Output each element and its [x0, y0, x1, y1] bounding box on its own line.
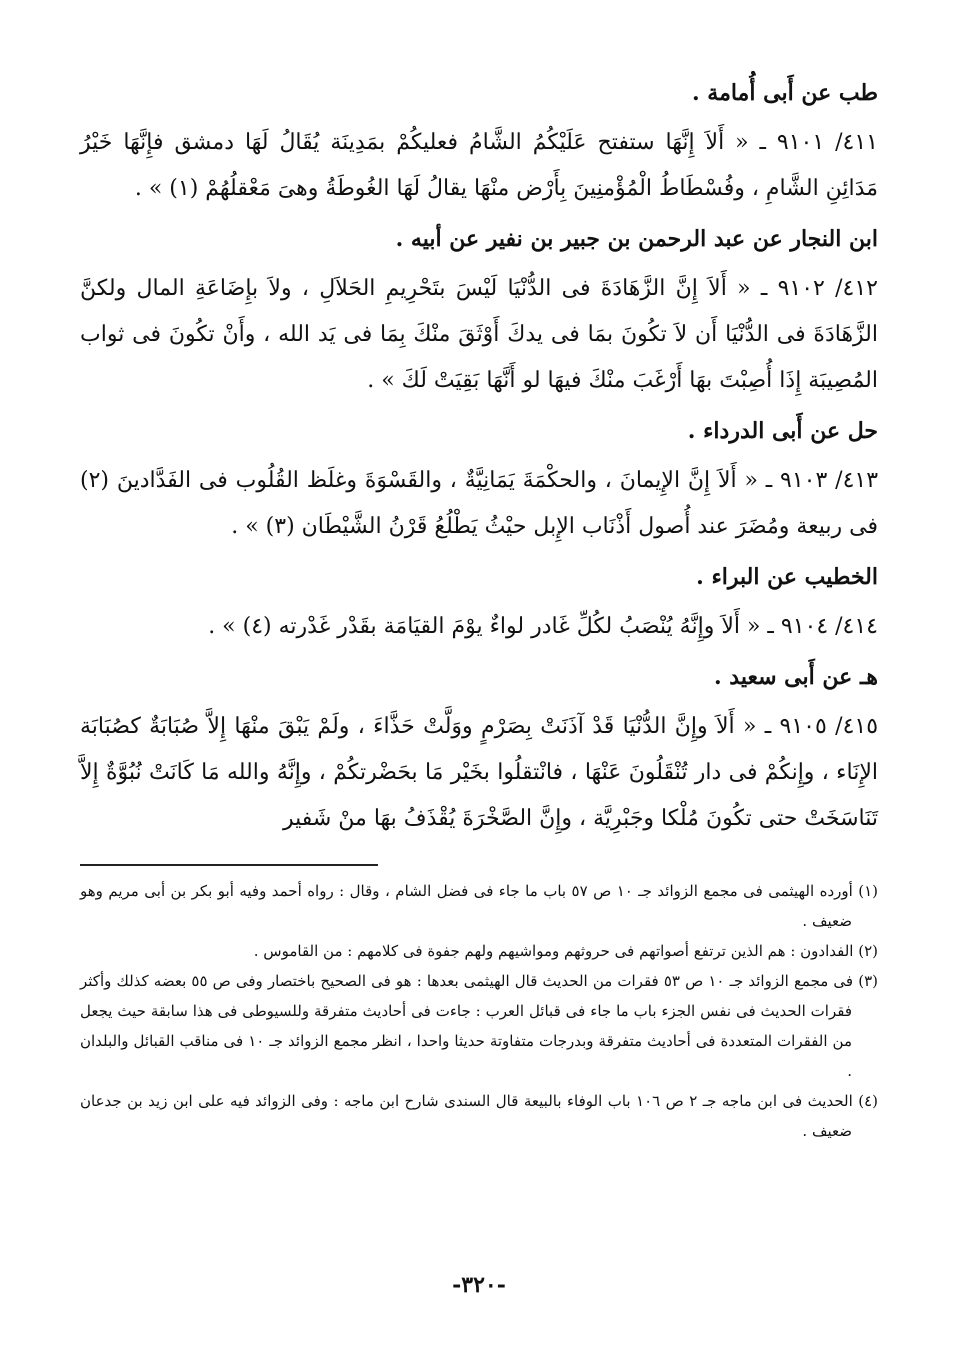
hadith-paragraph: ٤١٤/ ٩١٠٤ ـ « أَلاَ وإِنَّهُ يُنْصَبُ لكُلِّ غَادر لواءٌ يوْمَ القيَامَة بقَدْر غَدْرته (٤) » .	[208, 614, 878, 639]
page-number: -٣٢٠-	[452, 1272, 506, 1298]
source-line: ابن النجار عن عبد الرحمن بن جبير بن نفير عن أبيه .	[395, 226, 878, 252]
footnote: (٢) الفدادون : هم الذين ترتفع أصواتهم فى حروثهم ومواشيهم ولهم جفوة فى كلامهم : من القاموس .	[253, 942, 878, 960]
hadith-paragraph: ٤١٥/ ٩١٠٥ ـ « أَلاَ وإِنَّ الدُّنْيَا قَدْ آذَنَتْ بِصَرْمٍ ووَلَّتْ حَذَّاءَ ، ولَمْ يَبْقَ منْهَا إِلاَّ صُبَابَةٌ كصُبَابَة الإِنَاء ، وإِنكُمْ فى دار تُنْقَلُونَ عَنْهَا ، فانْتقلُوا بخَيْر مَا بحَضْرتكُمْ ، وإِنَّهُ والله مَا كَانَتْ نُبُوَّةٌ إِلاَّ تَنَاسَخَتْ حتى تكُونَ مُلْكا وجَبْرِيَّة ، وإِنَّ الصَّخْرَةَ يُقْذَفُ بهَا منْ شَفير	[80, 714, 879, 831]
footnote: (٣) فى مجمع الزوائد جـ ١٠ ص ٥٣ فقرات من الحديث قال الهيثمى بعدها : هو فى الصحيح باختصار وفى ص ٥٥ بعضه كذلك وأكثر فقرات الحديث فى نفس الجزء باب ما جاء فى قبائل العرب : جاءت فى أحاديث متفرقة وللسيوطى فى هذا سابقة حيث يجعل من الفقرات المتعددة فى أحاديث متفرقة وبدرجات متفاوتة حديثا واحدا ، انظر مجمع الزوائد جـ ١٠ فى مناقب القبائل والبلدان .	[80, 972, 878, 1080]
hadith-paragraph: ٤١١/ ٩١٠١ ـ « أَلاَ إِنَّهَا ستفتح عَلَيْكُمُ الشَّامُ فعليكُمْ بمَدِينَة يُقَالُ لَهَا دمشق فإِنَّهَا خَيْرُ مَدَائِنِ الشَّامِ ، وفُسْطَاطُ الْمُؤْمنِينَ بِأَرْض منْهَا يقالُ لَهَا الغُوطَةُ وهىَ مَعْقلُهُمْ (١) » .	[80, 130, 878, 201]
footnotes	[80, 876, 878, 1146]
source-line: حل عن أَبى الدرداء .	[687, 418, 878, 444]
main-text	[80, 70, 878, 842]
footnote: (١) أورده الهيثمى فى مجمع الزوائد جـ ١٠ ص ٥٧ باب ما جاء فى فضل الشام ، وقال : رواه أحمد وفيه أبو بكر بن أبى مريم وهو ضعيف .	[80, 882, 879, 930]
source-line: طب عن أَبى أُمامة .	[691, 80, 878, 106]
hadith-paragraph: ٤١٢/ ٩١٠٢ ـ « أَلاَ إِنَّ الزَّهَادَةَ فى الدُّنْيَا لَيْسَ بتَحْرِيمِ الحَلاَلِ ، ولاَ بإِضَاعَةِ المال ولكنَّ الزَّهَادَةَ فى الدُّنْيَا أَن لاَ تكُونَ بمَا فى يدكَ أَوْثَقَ منْكَ بِمَا فى يَد الله ، وأَنْ تكُونَ فى ثواب المُصِيبَة إِذَا أُصِبْتَ بهَا أَرْغَبَ منْكَ فيهَا لو أَنَّهَا بَقِيَتْ لَكَ » .	[80, 276, 878, 393]
footnote: (٤) الحديث فى ابن ماجه جـ ٢ ص ١٠٦ باب الوفاء بالبيعة قال السندى شارح ابن ماجه : وفى الزوائد فيه على ابن زيد بن جدعان ضعيف .	[80, 1092, 879, 1140]
hadith-paragraph: ٤١٣/ ٩١٠٣ ـ « أَلاَ إِنَّ الإِيمانَ ، والحكْمَةَ يَمَانِيَّةٌ ، والقَسْوَةَ وغلَظ القُلُوب فى الفَدَّادينَ (٢) فى ربيعة ومُضَرَ عند أُصول أَذْنَاب الإِبل حيْثُ يَطْلُعُ قَرْنُ الشَّيْطَان (٣) » .	[80, 468, 879, 539]
source-line: الخطيب عن البراء .	[696, 564, 878, 590]
footnote-separator	[80, 864, 378, 866]
source-line: هـ عن أَبى سعيد .	[713, 664, 878, 690]
